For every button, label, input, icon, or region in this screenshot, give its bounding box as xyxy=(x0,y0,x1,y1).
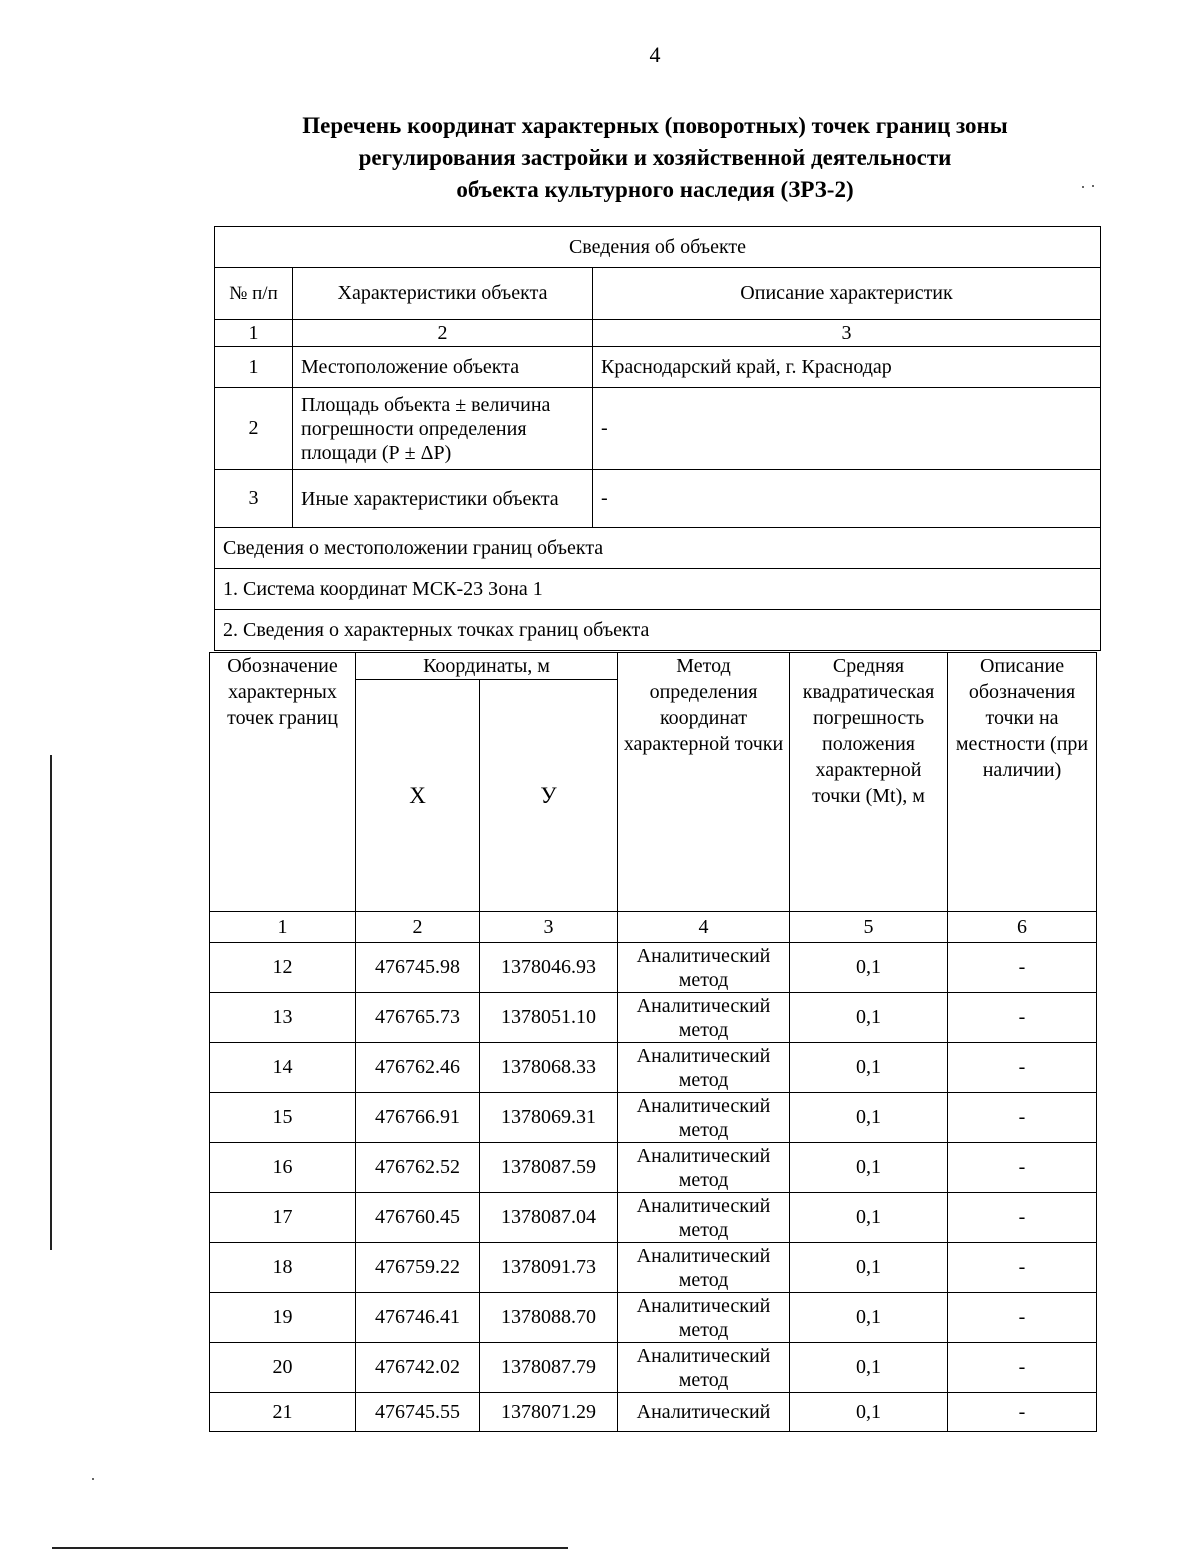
y-coordinate: 1378068.33 xyxy=(480,1043,618,1093)
scan-speck xyxy=(92,1478,94,1480)
mean-error: 0,1 xyxy=(790,1343,948,1393)
x-coordinate: 476746.41 xyxy=(356,1293,480,1343)
point-description: - xyxy=(948,1093,1097,1143)
points-table xyxy=(209,652,1097,1432)
y-coordinate: 1378087.79 xyxy=(480,1343,618,1393)
point-id: 20 xyxy=(210,1343,356,1393)
document-title xyxy=(200,110,1110,206)
col-desc-header: Описание характеристик xyxy=(593,268,1101,320)
col-idx: 4 xyxy=(618,912,790,943)
col-idx: 3 xyxy=(593,320,1101,347)
col-idx: 3 xyxy=(480,912,618,943)
method: Аналитический метод xyxy=(618,1143,790,1193)
col-idx: 6 xyxy=(948,912,1097,943)
coordinate-system: 1. Система координат МСК-23 Зона 1 xyxy=(215,569,1101,610)
mean-error: 0,1 xyxy=(790,1143,948,1193)
point-description: - xyxy=(948,943,1097,993)
page-number: 4 xyxy=(649,42,661,67)
point-id: 14 xyxy=(210,1043,356,1093)
row-description: - xyxy=(593,388,1101,470)
row-characteristic: Иные характеристики объекта xyxy=(293,470,593,528)
method: Аналитический xyxy=(618,1393,790,1432)
y-coordinate: 1378087.59 xyxy=(480,1143,618,1193)
y-coordinate: 1378051.10 xyxy=(480,993,618,1043)
row-number: 1 xyxy=(215,347,293,388)
object-info-table xyxy=(214,226,1101,651)
mean-error: 0,1 xyxy=(790,993,948,1043)
point-id: 16 xyxy=(210,1143,356,1193)
point-description: - xyxy=(948,1343,1097,1393)
x-coordinate: 476745.55 xyxy=(356,1393,480,1432)
scan-speck xyxy=(1092,185,1094,187)
x-coordinate: 476762.46 xyxy=(356,1043,480,1093)
title-line-3: объекта культурного наследия (ЗРЗ-2) xyxy=(456,177,854,202)
point-description: - xyxy=(948,1293,1097,1343)
method: Аналитический метод xyxy=(618,1193,790,1243)
table-row xyxy=(210,1193,1097,1243)
method: Аналитический метод xyxy=(618,1243,790,1293)
x-coordinate: 476760.45 xyxy=(356,1193,480,1243)
y-coordinate: 1378069.31 xyxy=(480,1093,618,1143)
mean-error: 0,1 xyxy=(790,1093,948,1143)
col-idx: 2 xyxy=(356,912,480,943)
mean-error: 0,1 xyxy=(790,1043,948,1093)
table-row xyxy=(215,347,1101,388)
point-description: - xyxy=(948,1193,1097,1243)
col-char-header: Характеристики объекта xyxy=(293,268,593,320)
row-description: Краснодарский край, г. Краснодар xyxy=(593,347,1101,388)
title-line-1: Перечень координат характерных (поворотных) точек границ зоны xyxy=(302,113,1008,138)
x-coordinate: 476742.02 xyxy=(356,1343,480,1393)
table-row xyxy=(210,1343,1097,1393)
y-coordinate: 1378046.93 xyxy=(480,943,618,993)
object-info-heading: Сведения об объекте xyxy=(215,227,1101,268)
row-number: 3 xyxy=(215,470,293,528)
table-row xyxy=(210,1093,1097,1143)
point-description: - xyxy=(948,1243,1097,1293)
scan-speck xyxy=(1082,186,1084,188)
x-coordinate: 476765.73 xyxy=(356,993,480,1043)
footnote-line xyxy=(52,1547,568,1549)
y-coordinate: 1378087.04 xyxy=(480,1193,618,1243)
row-number: 2 xyxy=(215,388,293,470)
table-row xyxy=(215,470,1101,528)
point-id: 12 xyxy=(210,943,356,993)
method: Аналитический метод xyxy=(618,1043,790,1093)
table-row xyxy=(210,1243,1097,1293)
mean-error: 0,1 xyxy=(790,1193,948,1243)
point-id: 15 xyxy=(210,1093,356,1143)
col-num-header: № п/п xyxy=(215,268,293,320)
x-coordinate: 476759.22 xyxy=(356,1243,480,1293)
error-header: Средняя квадратическая погрешность положения характерной точки (Mt), м xyxy=(790,653,948,912)
point-id: 19 xyxy=(210,1293,356,1343)
col-idx: 1 xyxy=(215,320,293,347)
point-description: - xyxy=(948,1043,1097,1093)
x-coordinate: 476762.52 xyxy=(356,1143,480,1193)
point-description: - xyxy=(948,1143,1097,1193)
location-heading: Сведения о местоположении границ объекта xyxy=(215,528,1101,569)
designation-header: Обозначение характерных точек границ xyxy=(210,653,356,912)
point-description: - xyxy=(948,1393,1097,1432)
point-id: 21 xyxy=(210,1393,356,1432)
method: Аналитический метод xyxy=(618,1343,790,1393)
y-coordinate: 1378071.29 xyxy=(480,1393,618,1432)
mean-error: 0,1 xyxy=(790,1243,948,1293)
point-id: 13 xyxy=(210,993,356,1043)
x-coordinate: 476766.91 xyxy=(356,1093,480,1143)
mean-error: 0,1 xyxy=(790,1293,948,1343)
x-coordinate: 476745.98 xyxy=(356,943,480,993)
point-id: 18 xyxy=(210,1243,356,1293)
method: Аналитический метод xyxy=(618,1093,790,1143)
table-row xyxy=(210,1293,1097,1343)
desc-header: Описание обозначения точки на местности (при наличии) xyxy=(948,653,1097,912)
row-characteristic: Площадь объекта ± величина погрешности определения площади (Р ± ΔР) xyxy=(293,388,593,470)
y-header: У xyxy=(480,680,618,912)
table-row xyxy=(210,1143,1097,1193)
table-row xyxy=(210,1043,1097,1093)
table-row xyxy=(215,388,1101,470)
table-row xyxy=(210,943,1097,993)
col-idx: 5 xyxy=(790,912,948,943)
col-idx: 1 xyxy=(210,912,356,943)
mean-error: 0,1 xyxy=(790,943,948,993)
coords-header: Координаты, м xyxy=(356,653,618,680)
method: Аналитический метод xyxy=(618,943,790,993)
row-characteristic: Местоположение объекта xyxy=(293,347,593,388)
method: Аналитический метод xyxy=(618,1293,790,1343)
y-coordinate: 1378088.70 xyxy=(480,1293,618,1343)
table-row xyxy=(210,1393,1097,1432)
col-idx: 2 xyxy=(293,320,593,347)
point-id: 17 xyxy=(210,1193,356,1243)
x-header: Х xyxy=(356,680,480,912)
points-heading: 2. Сведения о характерных точках границ объекта xyxy=(215,610,1101,651)
method: Аналитический метод xyxy=(618,993,790,1043)
table-row xyxy=(210,993,1097,1043)
mean-error: 0,1 xyxy=(790,1393,948,1432)
row-description: - xyxy=(593,470,1101,528)
y-coordinate: 1378091.73 xyxy=(480,1243,618,1293)
title-line-2: регулирования застройки и хозяйственной деятельности xyxy=(358,145,952,170)
point-description: - xyxy=(948,993,1097,1043)
method-header: Метод определения координат характерной точки xyxy=(618,653,790,912)
margin-line xyxy=(50,755,52,1250)
